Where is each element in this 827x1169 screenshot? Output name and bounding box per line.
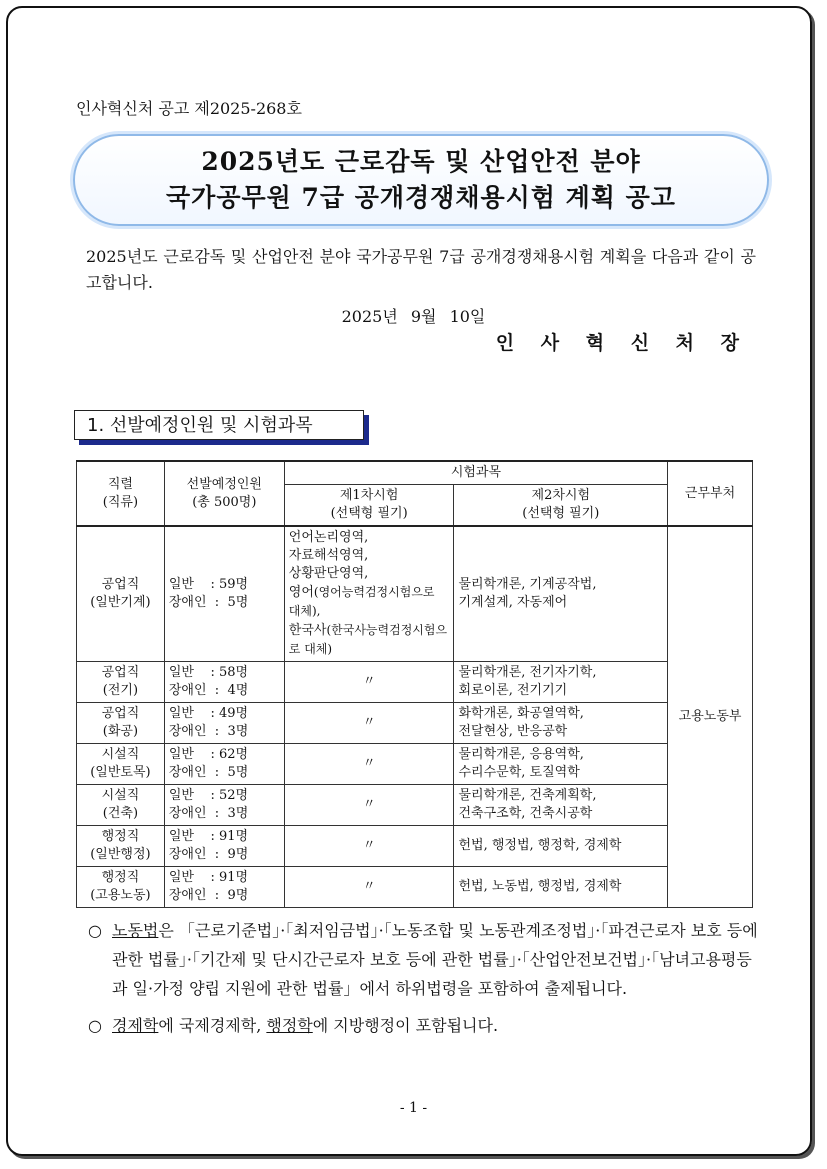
ditto-mark: 〃	[284, 744, 454, 785]
header-job: 직렬 (직류)	[77, 461, 165, 526]
header-first-exam: 제1차시험 (선택형 필기)	[284, 485, 454, 527]
section-1-title: 1. 선발예정인원 및 시험과목	[74, 410, 364, 440]
title-box	[73, 134, 769, 226]
notice-number: 인사혁신처 공고 제2025-268호	[76, 99, 302, 118]
ditto-mark: 〃	[284, 867, 454, 908]
table-row: 행정직 (고용노동) 일반 : 91명 장애인 : 9명 〃 헌법, 노동법, 행정법, 경제학	[77, 867, 753, 908]
header-subjects: 시험과목	[284, 461, 667, 485]
table-row: 시설직 (건축) 일반 : 52명 장애인 : 3명 〃 물리학개론, 건축계획학, 건축구조학, 건축시공학	[77, 785, 753, 826]
table-row: 공업직 (일반기계) 일반 : 59명 장애인 : 5명 언어논리영역, 자료해석영역, 상황판단영역, 영어(영어능력검정시험으로 대체), 한국사(한국사능력검정시험으로 대체) 물리학개론, 기계공작법, 기계설계, 자동제어 고용노동부	[77, 526, 753, 662]
intro-paragraph: 2025년도 근로감독 및 산업안전 분야 국가공무원 7급 공개경쟁채용시험 계획을 다음과 같이 공고합니다.	[86, 247, 756, 292]
ditto-mark: 〃	[284, 826, 454, 867]
page-number: - 1 -	[399, 1100, 428, 1116]
header-second-exam: 제2차시험 (선택형 필기)	[454, 485, 668, 527]
exam-table	[76, 460, 753, 908]
first-exam-subjects: 언어논리영역, 자료해석영역, 상황판단영역, 영어(영어능력검정시험으로 대체), 한국사(한국사능력검정시험으로 대체)	[284, 526, 454, 662]
header-count: 선발예정인원 (총 500명)	[164, 461, 284, 526]
ditto-mark: 〃	[284, 703, 454, 744]
ditto-mark: 〃	[284, 785, 454, 826]
notice-date: 2025년 9월 10일	[341, 307, 486, 326]
title-line-2: 국가공무원 7급 공개경쟁채용시험 계획 공고	[166, 183, 676, 212]
signature: 인 사 혁 신 처 장	[495, 332, 749, 354]
ditto-mark: 〃	[284, 662, 454, 703]
note-labor-law: ○ 노동법은 「근로기준법」·「최저임금법」·「노동조합 및 노동관계조정법」·「파견근로자 보호 등에 관한 법률」·「기간제 및 단시간근로자 보호 등에 관한 법률」·「산업안전보건법」·「남녀고용평등과 일·가정 양립 지원에 관한 법률」에서 하위법령을 포함하여 출제됩니다.	[88, 921, 758, 998]
table-row: 행정직 (일반행정) 일반 : 91명 장애인 : 9명 〃 헌법, 행정법, 행정학, 경제학	[77, 826, 753, 867]
note-economics: ○ 경제학에 국제경제학, 행정학에 지방행정이 포함됩니다.	[88, 1016, 499, 1035]
title-line-1: 2025년도 근로감독 및 산업안전 분야	[201, 147, 641, 176]
header-dept: 근무부처	[668, 461, 753, 526]
table-row: 시설직 (일반토목) 일반 : 62명 장애인 : 5명 〃 물리학개론, 응용역학, 수리수문학, 토질역학	[77, 744, 753, 785]
table-row: 공업직 (전기) 일반 : 58명 장애인 : 4명 〃 물리학개론, 전기자기학, 회로이론, 전기기기	[77, 662, 753, 703]
table-row: 공업직 (화공) 일반 : 49명 장애인 : 3명 〃 화학개론, 화공열역학, 전달현상, 반응공학	[77, 703, 753, 744]
dept-cell: 고용노동부	[668, 526, 753, 908]
